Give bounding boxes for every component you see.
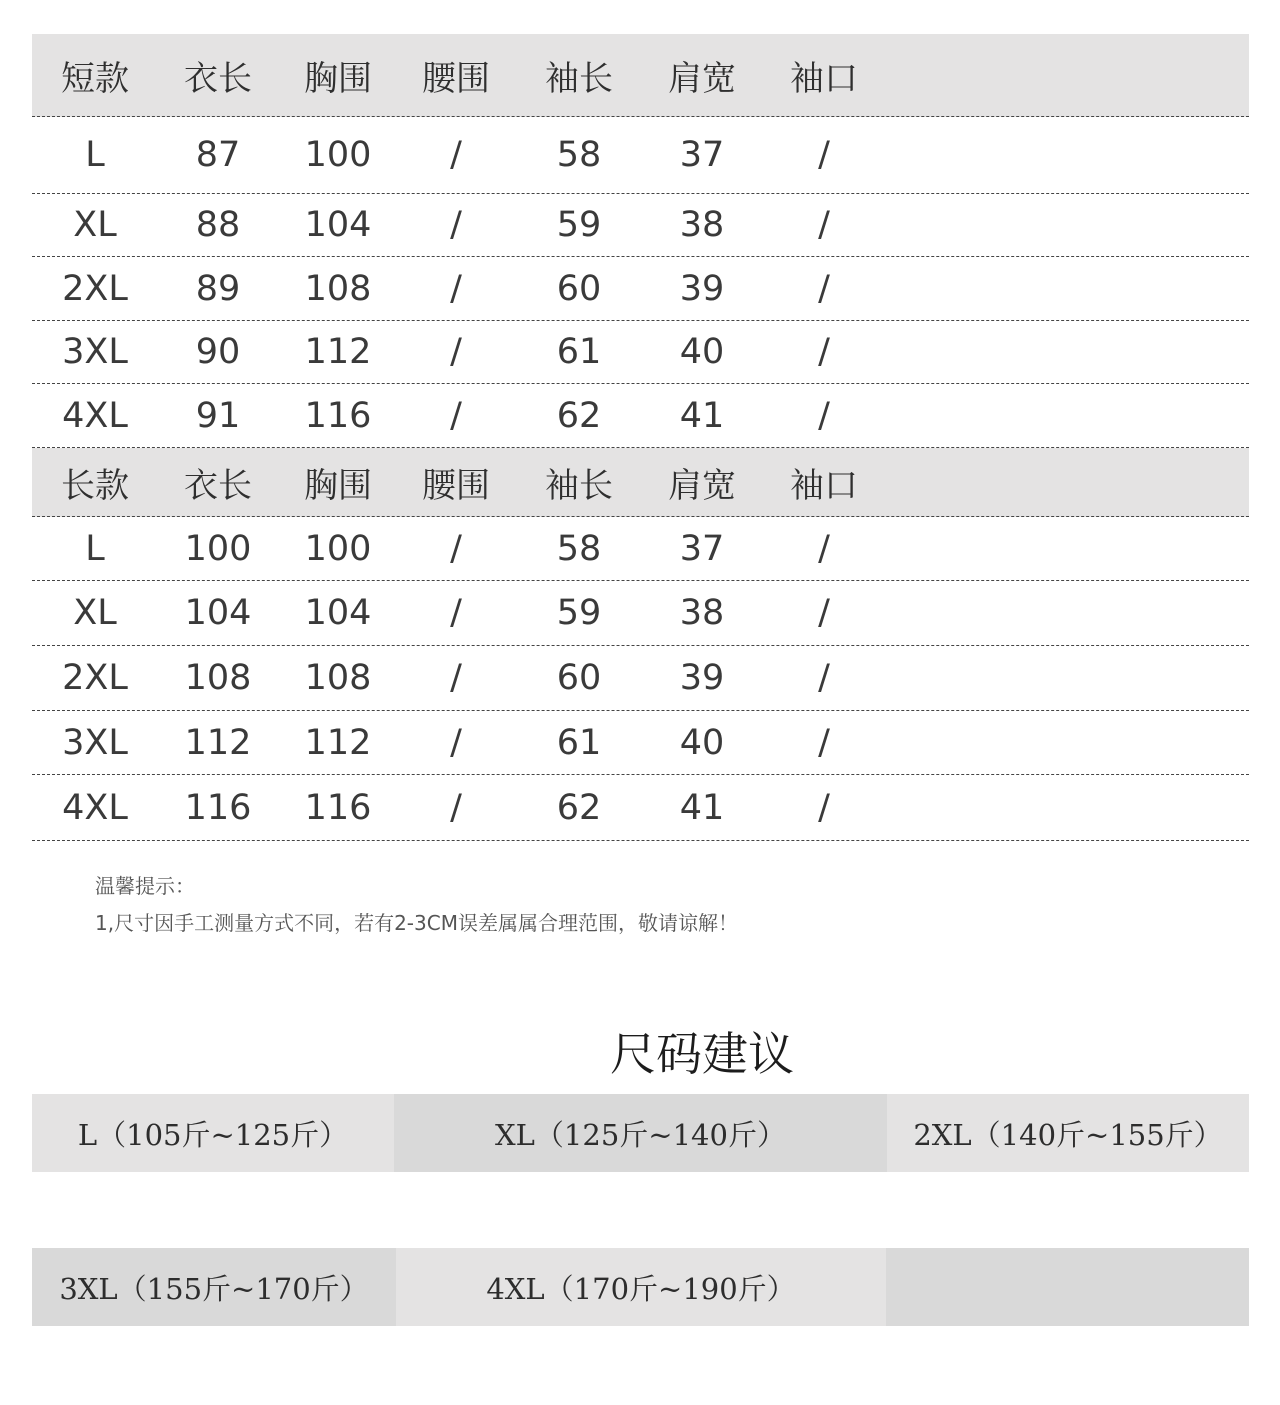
size-chart-short [32, 34, 1249, 448]
waist-cell: / [450, 268, 462, 309]
length-cell: 100 [184, 528, 252, 569]
sleeve-cell: 60 [556, 658, 602, 698]
waist-cell: / [450, 205, 462, 245]
table-row [32, 775, 1249, 841]
length-cell: 108 [184, 658, 252, 698]
table-row [32, 711, 1249, 775]
sleeve-cell: 58 [556, 528, 602, 569]
size-recommendation-title: 尺码建议 [610, 1027, 794, 1081]
shoulder-cell: 37 [679, 528, 725, 569]
length-cell: 88 [195, 205, 241, 245]
table-row [32, 646, 1249, 711]
shoulder-cell: 37 [679, 135, 725, 175]
shoulder-cell: 39 [679, 268, 725, 309]
sleeve-cell: 59 [556, 593, 602, 633]
length-cell: 112 [184, 722, 252, 763]
waist-cell: / [450, 658, 462, 698]
waist-cell: / [450, 395, 462, 436]
recommendation-item: L（105斤~125斤） [32, 1094, 394, 1172]
size-cell: 4XL [62, 787, 128, 828]
shoulder-cell: 40 [679, 332, 725, 372]
header-cell-cuff: 袖口 [790, 465, 858, 506]
cuff-cell: / [818, 205, 830, 245]
shoulder-cell: 41 [679, 787, 725, 828]
header-cell-waist: 腰围 [422, 465, 490, 506]
tips-title: 温馨提示： [95, 874, 195, 898]
table-header-row [32, 448, 1249, 517]
length-cell: 90 [195, 332, 241, 372]
waist-cell: / [450, 787, 462, 828]
cuff-cell: / [818, 268, 830, 309]
chest-cell: 108 [304, 658, 372, 698]
header-cell-chest: 胸围 [304, 58, 372, 99]
recommendation-item: XL（125斤~140斤） [394, 1094, 887, 1172]
table-row [32, 117, 1249, 194]
recommendation-item: 3XL（155斤~170斤） [32, 1248, 396, 1326]
sleeve-cell: 61 [556, 722, 602, 763]
cuff-cell: / [818, 658, 830, 698]
size-cell: 2XL [62, 268, 128, 309]
cuff-cell: / [818, 135, 830, 175]
sleeve-cell: 61 [556, 332, 602, 372]
chest-cell: 100 [304, 528, 372, 569]
chest-cell: 104 [304, 205, 372, 245]
sleeve-cell: 58 [556, 135, 602, 175]
length-cell: 87 [195, 135, 241, 175]
size-cell: L [85, 528, 105, 569]
header-cell-style: 长款 [61, 465, 129, 506]
cuff-cell: / [818, 332, 830, 372]
recommendation-item: 4XL（170斤~190斤） [396, 1248, 886, 1326]
header-cell-shoulder: 肩宽 [668, 58, 736, 99]
chest-cell: 112 [304, 722, 372, 763]
table-row [32, 194, 1249, 257]
header-cell-waist: 腰围 [422, 58, 490, 99]
chest-cell: 104 [304, 593, 372, 633]
size-cell: 2XL [62, 658, 128, 698]
sleeve-cell: 62 [556, 395, 602, 436]
chest-cell: 116 [304, 787, 372, 828]
shoulder-cell: 40 [679, 722, 725, 763]
waist-cell: / [450, 332, 462, 372]
shoulder-cell: 41 [679, 395, 725, 436]
size-cell: 4XL [62, 395, 128, 436]
size-cell: L [85, 135, 105, 175]
table-row [32, 517, 1249, 581]
chest-cell: 100 [304, 135, 372, 175]
recommendation-item: 2XL（140斤~155斤） [887, 1094, 1249, 1172]
waist-cell: / [450, 722, 462, 763]
cuff-cell: / [818, 787, 830, 828]
shoulder-cell: 38 [679, 205, 725, 245]
tips-note [95, 868, 738, 942]
size-cell: XL [73, 205, 117, 245]
header-cell-length: 衣长 [184, 465, 252, 506]
tips-line: 1,尺寸因手工测量方式不同，若有2-3CM误差属属合理范围，敬请谅解！ [95, 911, 738, 935]
shoulder-cell: 38 [679, 593, 725, 633]
header-cell-sleeve: 袖长 [545, 465, 613, 506]
header-cell-sleeve: 袖长 [545, 58, 613, 99]
table-row [32, 257, 1249, 321]
recommendation-empty-cell [886, 1248, 1249, 1326]
size-cell: 3XL [62, 332, 128, 372]
chest-cell: 112 [304, 332, 372, 372]
cuff-cell: / [818, 528, 830, 569]
size-chart-long [32, 448, 1249, 841]
chest-cell: 108 [304, 268, 372, 309]
header-cell-cuff: 袖口 [790, 58, 858, 99]
cuff-cell: / [818, 395, 830, 436]
table-row [32, 321, 1249, 384]
shoulder-cell: 39 [679, 658, 725, 698]
sleeve-cell: 60 [556, 268, 602, 309]
table-row [32, 581, 1249, 646]
length-cell: 104 [184, 593, 252, 633]
header-cell-length: 衣长 [184, 58, 252, 99]
sleeve-cell: 62 [556, 787, 602, 828]
length-cell: 116 [184, 787, 252, 828]
chest-cell: 116 [304, 395, 372, 436]
header-cell-shoulder: 肩宽 [668, 465, 736, 506]
waist-cell: / [450, 135, 462, 175]
waist-cell: / [450, 593, 462, 633]
size-cell: 3XL [62, 722, 128, 763]
header-cell-style: 短款 [61, 58, 129, 99]
cuff-cell: / [818, 593, 830, 633]
table-row [32, 384, 1249, 448]
waist-cell: / [450, 528, 462, 569]
table-header-row [32, 34, 1249, 117]
header-cell-chest: 胸围 [304, 465, 372, 506]
cuff-cell: / [818, 722, 830, 763]
sleeve-cell: 59 [556, 205, 602, 245]
length-cell: 91 [195, 395, 241, 436]
size-cell: XL [73, 593, 117, 633]
length-cell: 89 [195, 268, 241, 309]
